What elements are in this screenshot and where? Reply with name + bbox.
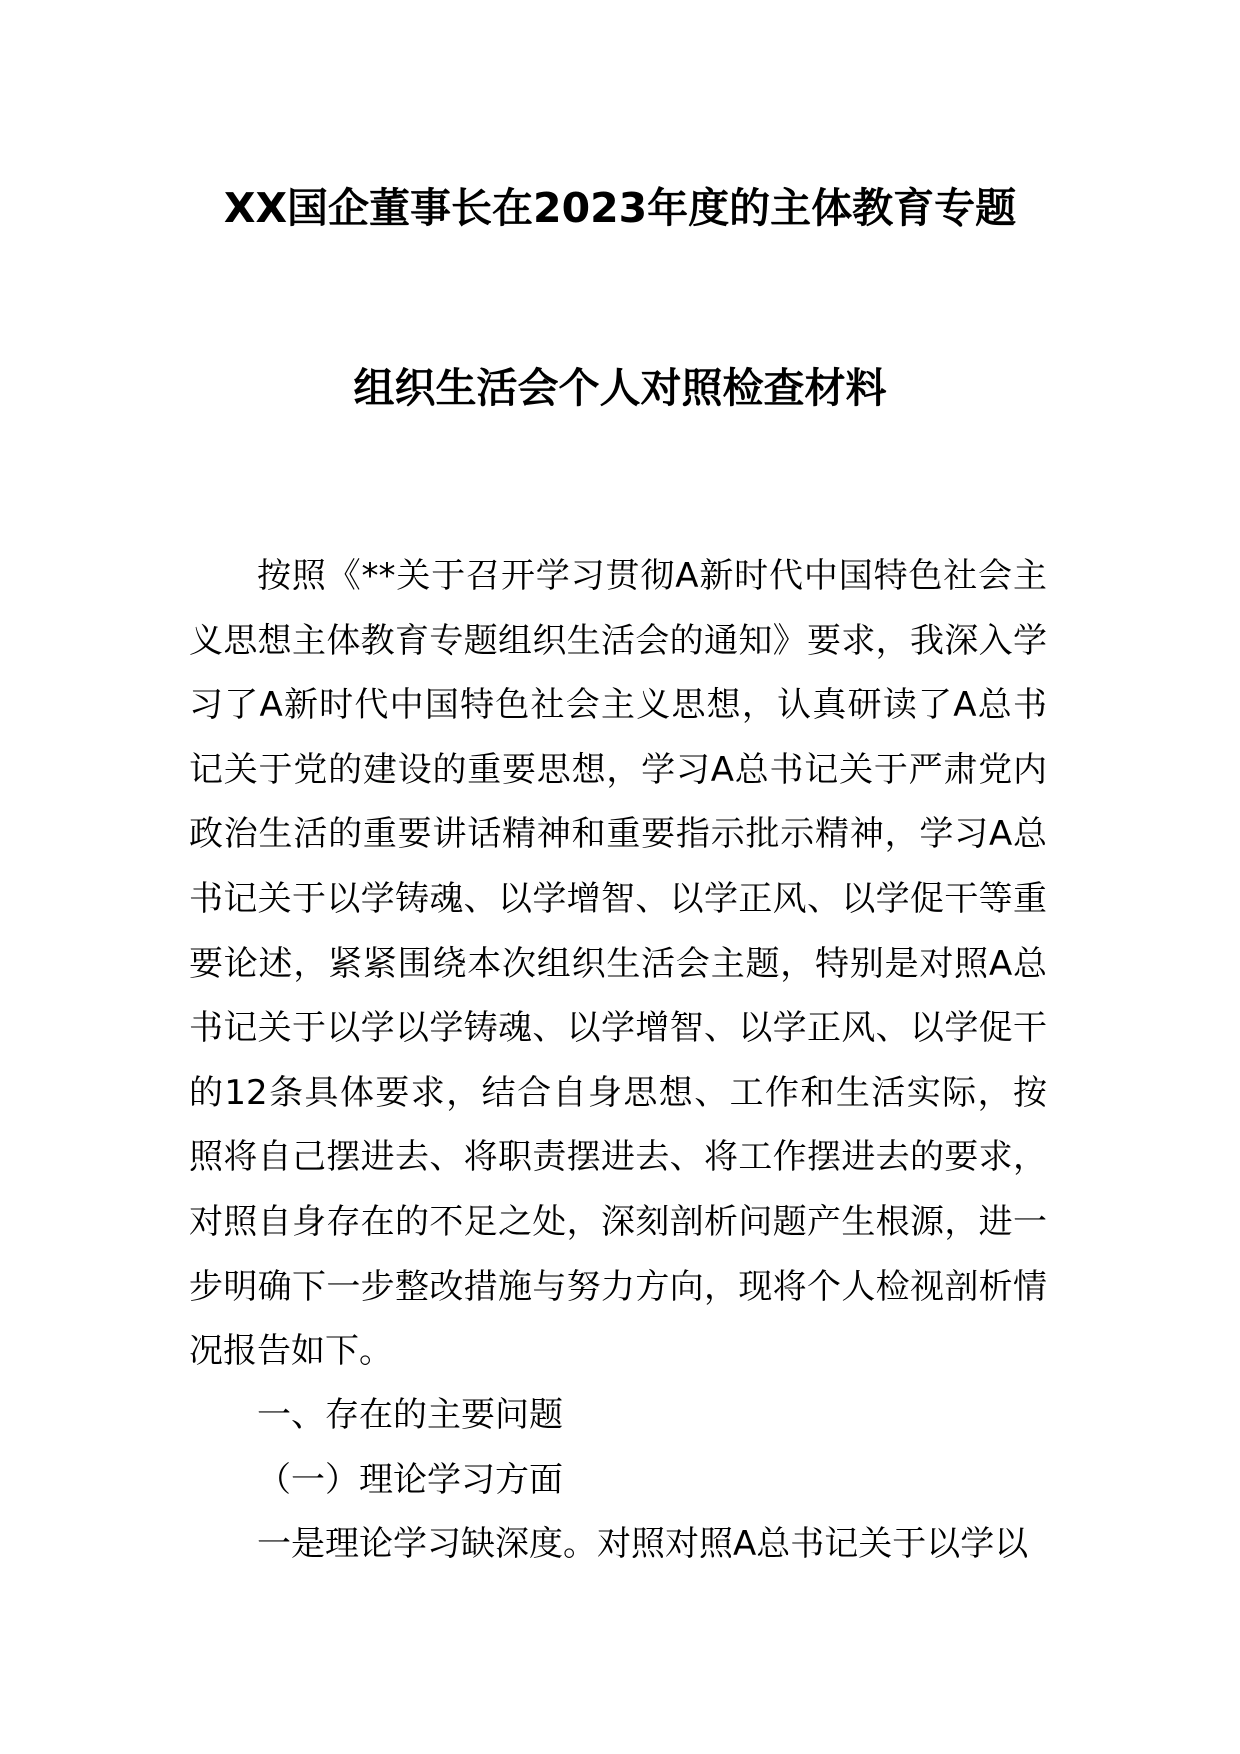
- document-title-line-2: 组织生活会个人对照检查材料: [353, 364, 887, 412]
- intro-paragraph: 按照《**关于召开学习贯彻A新时代中国特色社会主义思想主体教育专题组织生活会的通知》要求，我深入学习了A新时代中国特色社会主义思想，认真研读了A总书记关于党的建设的重要思想，学习A总书记关于严肃党内政治生活的重要讲话精神和重要指示批示精神，学习A总书记关于以学铸魂、以学增智、以学正风、以学促干等重要论述，紧紧围绕本次组织生活会主题，特别是对照A总书记关于以学以学铸魂、以学增智、以学正风、以学促干的12条具体要求，结合自身思想、工作和生活实际，按照将自己摆进去、将职责摆进去、将工作摆进去的要求，对照自身存在的不足之处，深刻剖析问题产生根源，进一步明确下一步整改措施与努力方向，现将个人检视剖析情况报告如下。: [189, 556, 1047, 1372]
- section-heading: 一、存在的主要问题: [257, 1395, 563, 1435]
- document-title-line-1: XX国企董事长在2023年度的主体教育专题: [223, 184, 1017, 232]
- point-one-paragraph: 一是理论学习缺深度。对照对照A总书记关于以学以: [257, 1524, 1029, 1564]
- subsection-heading: （一）理论学习方面: [257, 1460, 563, 1500]
